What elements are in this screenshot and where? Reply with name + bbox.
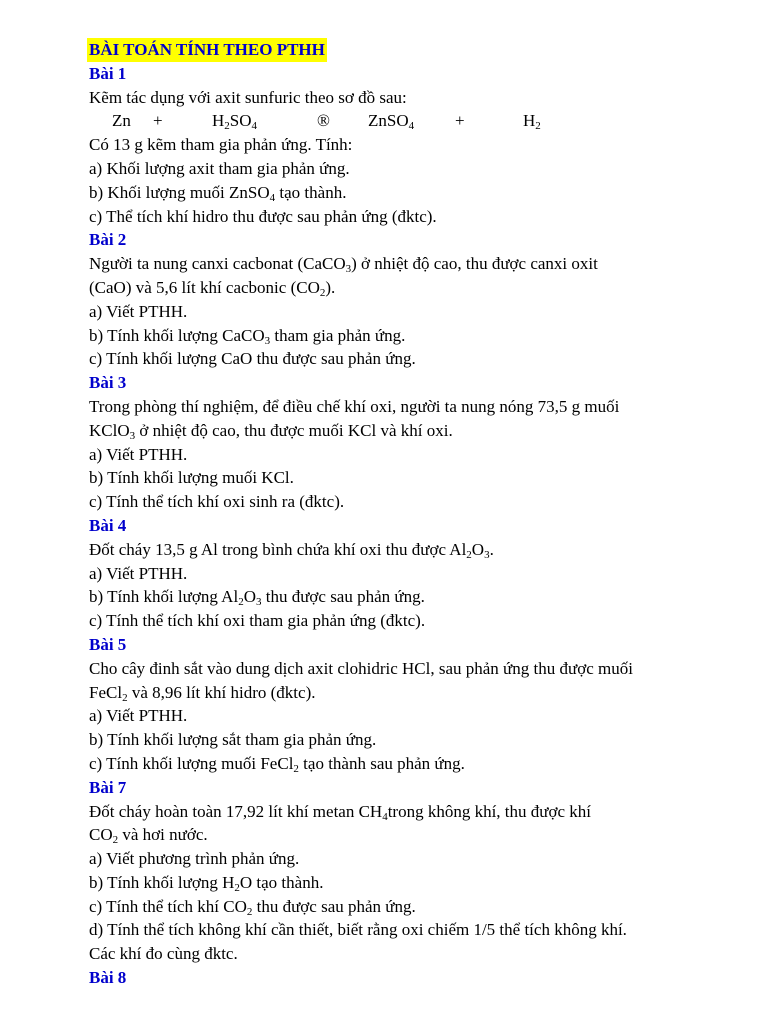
text-run: ở nhiệt độ cao, thu được muối KCl và khí oxi. [135, 420, 453, 440]
subscript: 3 [484, 548, 490, 561]
exercise-heading [89, 776, 749, 800]
text-run: Người ta nung canxi cacbonat (CaCO [89, 254, 346, 274]
document-body [89, 38, 749, 990]
subscript: 4 [408, 120, 415, 133]
subscript: 4 [251, 120, 258, 133]
text-run: a) Viết PTHH. [89, 301, 188, 321]
text-run: c) Tính khối lượng CaO thu được sau phản ứng. [89, 349, 416, 369]
text-run: CO [89, 825, 113, 845]
paragraph-line [89, 800, 749, 824]
text-run: ZnSO [368, 111, 409, 131]
text-run: thu được sau phản ứng. [261, 587, 425, 607]
text-run: Zn [112, 111, 131, 131]
paragraph-line [89, 443, 749, 467]
text-run: c) Tính thể tích khí oxi sinh ra (đktc). [89, 492, 345, 512]
equation-term [317, 109, 330, 133]
text-run: b) Tính khối lượng H [89, 872, 235, 892]
text-run: O [471, 539, 485, 559]
text-run: và hơi nước. [118, 825, 208, 845]
subscript: 2 [246, 905, 253, 918]
paragraph-line [89, 942, 749, 966]
paragraph-line [89, 347, 749, 371]
paragraph-line [89, 324, 749, 348]
text-run: a) Khối lượng axit tham gia phản ứng. [89, 158, 350, 178]
text-run: H [523, 111, 536, 131]
subscript: 3 [264, 334, 271, 347]
text-run: Trong phòng thí nghiệm, để điều chế khí oxi, người ta nung nóng 73,5 g muối [89, 396, 620, 416]
equation-term [455, 109, 465, 133]
text-run: trong không khí, thu được khí [387, 801, 592, 821]
text-run: a) Viết PTHH. [89, 444, 188, 464]
equation-term [523, 109, 541, 133]
text-run: ® [317, 111, 330, 131]
equation-term [368, 109, 414, 133]
paragraph-line [89, 133, 749, 157]
chemical-equation [89, 109, 749, 133]
equation-term [153, 109, 163, 133]
subscript: 4 [269, 191, 276, 204]
text-run: ). [325, 277, 336, 297]
text-run: Bài 2 [89, 230, 127, 250]
text-run: Bài 7 [89, 777, 127, 797]
subscript: 2 [319, 286, 326, 299]
paragraph-line [89, 895, 749, 919]
text-run: (CaO) và 5,6 lít khí cacbonic (CO [89, 277, 320, 297]
text-run: Kẽm tác dụng với axit sunfuric theo sơ đồ sau: [89, 87, 407, 107]
text-run: b) Tính khối lượng Al [89, 587, 239, 607]
subscript: 3 [255, 596, 262, 609]
subscript: 4 [382, 810, 388, 823]
text-run: Bài 1 [89, 63, 127, 83]
text-run: Đốt cháy 13,5 g Al trong bình chứa khí oxi thu được Al [89, 539, 467, 559]
exercise-heading [89, 514, 749, 538]
paragraph-line [89, 657, 749, 681]
subscript: 3 [129, 429, 136, 442]
text-run: d) Tính thể tích không khí cần thiết, biết rằng oxi chiếm 1/5 thể tích không khí. [89, 920, 627, 940]
exercise-heading [89, 966, 749, 990]
text-run: a) Viết PTHH. [89, 706, 188, 726]
exercise-heading [89, 633, 749, 657]
paragraph-line [89, 157, 749, 181]
paragraph-line [89, 86, 749, 110]
text-run: a) Viết phương trình phản ứng. [89, 849, 300, 869]
text-run: tạo thành sau phản ứng. [298, 753, 465, 773]
paragraph-line [89, 562, 749, 586]
text-run: Cho cây đinh sắt vào dung dịch axit clohidric HCl, sau phản ứng thu được muối [89, 658, 633, 678]
paragraph-line [89, 609, 749, 633]
paragraph-line [89, 847, 749, 871]
text-run: + [153, 111, 163, 131]
text-run: b) Tính khối lượng muối KCl. [89, 468, 294, 488]
equation-term [212, 109, 257, 133]
text-run: b) Tính khối lượng CaCO [89, 325, 265, 345]
subscript: 2 [466, 548, 472, 561]
text-run: c) Thể tích khí hidro thu được sau phản ứng (đktc). [89, 206, 437, 226]
subscript: 2 [535, 120, 541, 133]
equation-term [112, 109, 131, 133]
text-run: c) Tính thể tích khí CO [89, 896, 247, 916]
text-run: Có 13 g kẽm tham gia phản ứng. Tính: [89, 135, 353, 155]
text-run: thu được sau phản ứng. [252, 896, 416, 916]
text-run: Bài 4 [89, 515, 127, 535]
text-run: c) Tính thể tích khí oxi tham gia phản ứng (đktc). [89, 611, 426, 631]
text-run: FeCl [89, 682, 123, 702]
paragraph-line [89, 704, 749, 728]
paragraph-line [89, 538, 749, 562]
text-run: SO [229, 111, 252, 131]
subscript: 2 [234, 881, 240, 894]
text-run: b) Tính khối lượng sắt tham gia phản ứng. [89, 730, 377, 750]
subscript: 2 [224, 120, 230, 133]
text-run: . [489, 539, 494, 559]
paragraph-line [89, 466, 749, 490]
exercise-heading [89, 62, 749, 86]
paragraph-line [89, 752, 749, 776]
text-run: tham gia phản ứng. [270, 325, 406, 345]
paragraph-line [89, 585, 749, 609]
subscript: 2 [293, 762, 299, 775]
text-run: + [455, 111, 465, 131]
text-run: Đốt cháy hoàn toàn 17,92 lít khí metan CH [89, 801, 383, 821]
text-run: O [243, 587, 256, 607]
subscript: 2 [238, 596, 244, 609]
text-run: H [212, 111, 225, 131]
text-run: KClO [89, 420, 130, 440]
text-run: tạo thành. [275, 182, 347, 202]
paragraph-line [89, 300, 749, 324]
paragraph-line [89, 490, 749, 514]
exercise-heading [89, 228, 749, 252]
paragraph-line [89, 181, 749, 205]
subscript: 3 [345, 263, 352, 276]
text-run: O tạo thành. [239, 872, 324, 892]
text-run: a) Viết PTHH. [89, 563, 188, 583]
paragraph-line [89, 871, 749, 895]
paragraph-line [89, 681, 749, 705]
text-run: c) Tính khối lượng muối FeCl [89, 753, 294, 773]
paragraph-line [89, 205, 749, 229]
paragraph-line [89, 252, 749, 276]
text-run: và 8,96 lít khí hidro (đktc). [127, 682, 316, 702]
text-run: b) Khối lượng muối ZnSO [89, 182, 270, 202]
paragraph-line [89, 276, 749, 300]
paragraph-line [89, 823, 749, 847]
subscript: 2 [122, 691, 128, 704]
paragraph-line [89, 419, 749, 443]
paragraph-line [89, 728, 749, 752]
exercise-heading [89, 371, 749, 395]
text-run: Bài 5 [89, 634, 127, 654]
document-title: BÀI TOÁN TÍNH THEO PTHH [87, 38, 327, 62]
text-run: Các khí đo cùng đktc. [89, 944, 238, 964]
text-run: Bài 8 [89, 968, 127, 988]
subscript: 2 [112, 834, 119, 847]
text-run: Bài 3 [89, 373, 127, 393]
paragraph-line [89, 918, 749, 942]
text-run: ) ở nhiệt độ cao, thu được canxi oxit [351, 254, 598, 274]
paragraph-line [89, 395, 749, 419]
